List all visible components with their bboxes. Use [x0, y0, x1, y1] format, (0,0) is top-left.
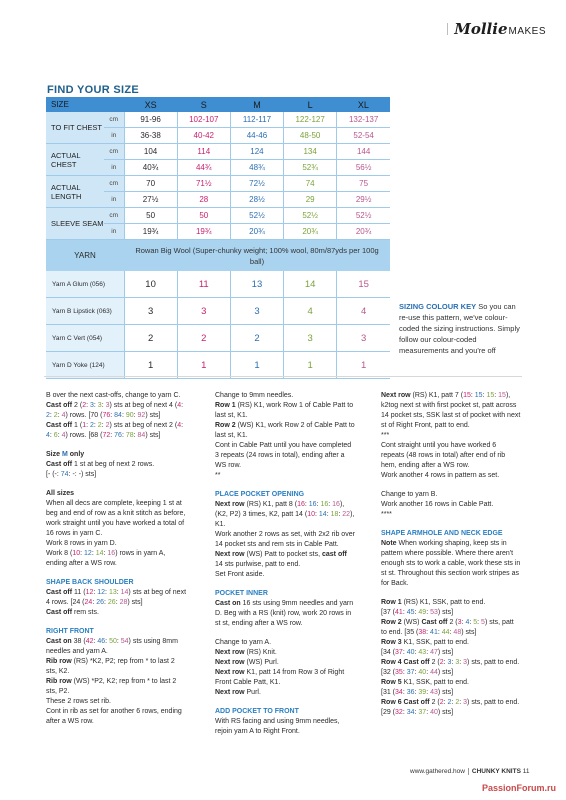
size-value: 40-42 [177, 128, 230, 144]
size-value: 44-46 [230, 128, 283, 144]
size-value: 56½ [337, 160, 390, 176]
size-value: 40¾ [124, 160, 177, 176]
size-value: 112-117 [230, 112, 283, 128]
instruction-line: Cast on 38 (42: 46: 50: 54) sts using 8mm needles and yarn A. [46, 638, 178, 655]
unit-label: in [104, 224, 124, 240]
paragraph: Work another 4 rows in pattern as set. [381, 472, 500, 479]
section-heading: PLACE POCKET OPENING [215, 491, 305, 498]
yarn-quantity: 3 [177, 298, 230, 325]
brand-separator [447, 23, 448, 35]
column-2 [215, 391, 355, 737]
yarn-name: Yarn D Yoke (124) [46, 352, 124, 379]
yarn-name: Yarn B Lipstick (063) [46, 298, 124, 325]
unit-label: cm [104, 208, 124, 224]
size-value: 102-107 [177, 112, 230, 128]
size-table [46, 97, 390, 379]
size-value: 20¾ [284, 224, 337, 240]
instruction-line: Row 6 Cast off 2 (2: 2: 2: 3) sts, patt to end. [29 (32: 34: 37: 40) sts] [381, 699, 520, 716]
logo-text: Mollie [454, 20, 508, 38]
key-title: SIZING COLOUR KEY [399, 302, 477, 311]
measurement-row [46, 112, 390, 128]
paragraph: Set Front aside. [215, 571, 265, 578]
measurement-label: ACTUAL LENGTH [46, 176, 104, 208]
logo-suffix: MAKES [508, 26, 546, 37]
yarn-quantity: 13 [230, 271, 283, 298]
instruction-line: Cast on 16 sts using 9mm needles and yarn D. Beg with a RS (knit) row, work 20 rows in st st, ending after a WS row. [215, 600, 354, 627]
instruction-line: Next row (RS) K1, patt 8 (16: 16: 16: 16), (K2, P2) 3 times, K2, patt 14 (10: 14: 18: 22), K1. [215, 501, 355, 528]
instruction-line: Note When working shaping, keep sts in pattern where possible. Where there aren't enough sts to work a cable, work these sts in st st. Throughout this section work stripes as for Back. [381, 540, 521, 587]
yarn-quantity: 3 [124, 298, 177, 325]
size-value: 36-38 [124, 128, 177, 144]
footer-url: www.gathered.how [410, 768, 465, 776]
size-value: 20¾ [337, 224, 390, 240]
yarn-row [46, 325, 390, 352]
size-value: 114 [177, 144, 230, 160]
instruction-line: Rib row (RS) *K2, P2; rep from * to last 2 sts, K2. [46, 658, 175, 675]
instruction-line: Next row K1, patt 14 from Row 3 of Right Front Cable Patt, K1. [215, 669, 345, 686]
yarn-quantity: 1 [337, 352, 390, 379]
brand-logo [447, 20, 546, 38]
size-label: SIZE [46, 97, 124, 112]
size-value: 71½ [177, 176, 230, 192]
watermark: PassionForum.ru [481, 783, 556, 793]
unit-label: in [104, 192, 124, 208]
yarn-row [46, 298, 390, 325]
yarn-quantity: 2 [230, 325, 283, 352]
yarn-row [46, 352, 390, 379]
sizing-colour-key [399, 301, 521, 356]
yarn-quantity: 1 [124, 352, 177, 379]
size-value: 29 [284, 192, 337, 208]
column-3 [381, 391, 521, 718]
measurement-row [46, 176, 390, 192]
instruction-line: Row 4 Cast off 2 (2: 3: 3: 3) sts, patt to end. [32 (35: 37: 40: 44) sts] [381, 659, 520, 676]
paragraph: Change to yarn A. [215, 639, 272, 646]
yarn-quantity: 10 [124, 271, 177, 298]
size-value: 29½ [337, 192, 390, 208]
instruction-line: [- (-: 74: -: -) sts] [46, 471, 97, 478]
size-value: 50 [124, 208, 177, 224]
size-value: 72½ [230, 176, 283, 192]
unit-label: cm [104, 144, 124, 160]
size-value: 52¾ [284, 160, 337, 176]
size-value: 144 [337, 144, 390, 160]
size-value: 20¾ [230, 224, 283, 240]
yarn-label: YARN [46, 240, 124, 272]
unit-label: in [104, 160, 124, 176]
measurement-row [46, 144, 390, 160]
size-value: 75 [337, 176, 390, 192]
instruction-line: Cast off 11 (12: 12: 13: 14) sts at beg of next 4 rows. [24 (24: 26: 26: 28) sts] [46, 589, 187, 606]
size-xs: XS [124, 97, 177, 112]
size-value: 70 [124, 176, 177, 192]
instruction-line: Cast off 1 (1: 2: 2: 2) sts at beg of next 2 (4: 4: 6: 4) rows. [68 (72: 76: 78: 84) sts] [46, 422, 184, 439]
paragraph: Cont straight until you have worked 6 repeats (48 rows in total) after end of rib hem, ending after a WS row. [381, 442, 506, 469]
size-value: 19¾ [177, 224, 230, 240]
instruction-line: Cast off 1 st at beg of next 2 rows. [46, 461, 155, 468]
paragraph: Change to 9mm needles. [215, 392, 294, 399]
yarn-quantity: 4 [337, 298, 390, 325]
size-l: L [284, 97, 337, 112]
instruction-line: Cast off rem sts. [46, 609, 99, 616]
subheading: All sizes [46, 490, 75, 497]
instruction-line: Row 3 K1, SSK, patt to end. [381, 639, 469, 646]
instruction-line: [34 (37: 40: 43: 47) sts] [381, 649, 454, 656]
page-title: FIND YOUR SIZE [47, 84, 140, 96]
paragraph: Cont in Cable Patt until you have completed 3 repeats (24 rows in total), ending after a WS row. [215, 442, 352, 469]
instruction-line: Row 1 (RS) K1, SSK, patt to end. [381, 599, 486, 606]
size-value: 91-96 [124, 112, 177, 128]
instruction-line: Cast off 2 (2: 3: 3: 3) sts at beg of next 4 (4: 2: 2: 4) rows. [70 (76: 84: 90: 92) sts] [46, 402, 184, 419]
paragraph: When all decs are complete, keeping 1 st at beg and end of row as a knit stitch as before, work straight until you have worked a total of 16 rows in yarn C. [46, 500, 186, 537]
yarn-quantity: 2 [124, 325, 177, 352]
unit-label: in [104, 128, 124, 144]
size-value: 74 [284, 176, 337, 192]
yarn-quantity: 1 [177, 352, 230, 379]
column-1 [46, 391, 186, 727]
yarn-quantity: 4 [284, 298, 337, 325]
instruction-line: Rib row (WS) *P2, K2; rep from * to last 2 sts, P2. [46, 678, 177, 695]
paragraph: ** [215, 472, 221, 479]
size-header-row [46, 97, 390, 112]
unit-label: cm [104, 176, 124, 192]
size-value: 50 [177, 208, 230, 224]
yarn-name: Yarn C Vert (054) [46, 325, 124, 352]
page-number: 11 [522, 768, 530, 776]
size-value: 52½ [284, 208, 337, 224]
paragraph: Work another 2 rows as set, with 2x2 rib over 14 pocket sts and rem sts in Cable Patt. [215, 531, 355, 548]
yarn-quantity: 15 [337, 271, 390, 298]
yarn-quantity: 1 [230, 352, 283, 379]
yarn-header-row [46, 240, 390, 272]
size-value: 48¾ [230, 160, 283, 176]
measurement-label: ACTUAL CHEST [46, 144, 104, 176]
size-value: 48-50 [284, 128, 337, 144]
size-value: 124 [230, 144, 283, 160]
yarn-description: Rowan Big Wool (Super-chunky weight; 100% wool, 80m/87yds per 100g ball) [124, 240, 390, 272]
size-m: M [230, 97, 283, 112]
size-value: 52½ [337, 208, 390, 224]
yarn-quantity: 11 [177, 271, 230, 298]
page-footer [410, 768, 529, 775]
size-value: 52-54 [337, 128, 390, 144]
section-heading: RIGHT FRONT [46, 628, 94, 635]
measurement-row [46, 208, 390, 224]
yarn-quantity: 3 [230, 298, 283, 325]
yarn-quantity: 3 [284, 325, 337, 352]
size-value: 104 [124, 144, 177, 160]
section-heading: SHAPE ARMHOLE AND NECK EDGE [381, 530, 503, 537]
paragraph: Work 8 rows in yarn D. [46, 540, 117, 547]
yarn-quantity: 1 [284, 352, 337, 379]
yarn-quantity: 2 [177, 325, 230, 352]
yarn-quantity: 3 [337, 325, 390, 352]
size-s: S [177, 97, 230, 112]
footer-section: CHUNKY KNITS [471, 768, 521, 776]
size-value: 27½ [124, 192, 177, 208]
instruction-line: Next row (WS) Patt to pocket sts, cast off 14 sts purlwise, patt to end. [215, 551, 347, 568]
divider [44, 376, 522, 377]
size-value: 134 [284, 144, 337, 160]
paragraph: These 2 rows set rib. [46, 698, 111, 705]
size-value: 28 [177, 192, 230, 208]
unit-label: cm [104, 112, 124, 128]
yarn-name: Yarn A Glum (056) [46, 271, 124, 298]
paragraph: Cont in rib as set for another 6 rows, ending after a WS row. [46, 708, 182, 725]
measurement-label: SLEEVE SEAM [46, 208, 104, 240]
size-value: 122-127 [284, 112, 337, 128]
section-heading: SHAPE BACK SHOULDER [46, 579, 134, 586]
paragraph: With RS facing and using 9mm needles, rejoin yarn A to Right Front. [215, 718, 340, 735]
paragraph: *** [381, 432, 390, 439]
size-value: 19¾ [124, 224, 177, 240]
key-text: So you can re-use this pattern, we've colour-coded the sizing instructions. Simply follow our colour-coded measurements and you're off [399, 302, 520, 355]
size-xl: XL [337, 97, 390, 112]
instruction-line: [37 (41: 45: 49: 53) sts] [381, 609, 454, 616]
yarn-row [46, 271, 390, 298]
paragraph: B over the next cast-offs, change to yarn C. [46, 392, 181, 399]
instruction-line: Row 1 (RS) K1, work Row 1 of Cable Patt to last st, K1. [215, 402, 354, 419]
paragraph: Change to yarn B. [381, 491, 438, 498]
instruction-line: Row 5 K1, SSK, patt to end. [381, 679, 469, 686]
instruction-line: Next row (RS) Knit. [215, 649, 277, 656]
subheading: Size M only [46, 451, 85, 458]
instruction-line: Row 2 (WS) Cast off 2 (3: 4: 5: 5) sts, patt to end. [35 (38: 41: 44: 48) sts] [381, 619, 514, 636]
section-heading: ADD POCKET TO FRONT [215, 708, 299, 715]
section-heading: POCKET INNER [215, 590, 268, 597]
size-value: 44¾ [177, 160, 230, 176]
instruction-line: Next row Purl. [215, 689, 261, 696]
size-value: 132-137 [337, 112, 390, 128]
instruction-line: Next row (WS) Purl. [215, 659, 279, 666]
yarn-quantity: 14 [284, 271, 337, 298]
size-value: 28½ [230, 192, 283, 208]
instruction-line: [31 (34: 36: 39: 43) sts] [381, 689, 454, 696]
paragraph: **** [381, 511, 392, 518]
measurement-label: TO FIT CHEST [46, 112, 104, 144]
instruction-line: Work 8 (10: 12: 14: 16) rows in yarn A, ending after a WS row. [46, 550, 166, 567]
paragraph: Work another 16 rows in Cable Patt. [381, 501, 494, 508]
instruction-line: Next row (RS) K1, patt 7 (15: 15: 15: 15), k2tog next st with first pocket st, patt across 14 pocket sts, SSK last st of pocket with next st of Right Front, patt to end. [381, 392, 521, 429]
instruction-line: Row 2 (WS) K1, work Row 2 of Cable Patt to last st, K1. [215, 422, 355, 439]
size-value: 52½ [230, 208, 283, 224]
